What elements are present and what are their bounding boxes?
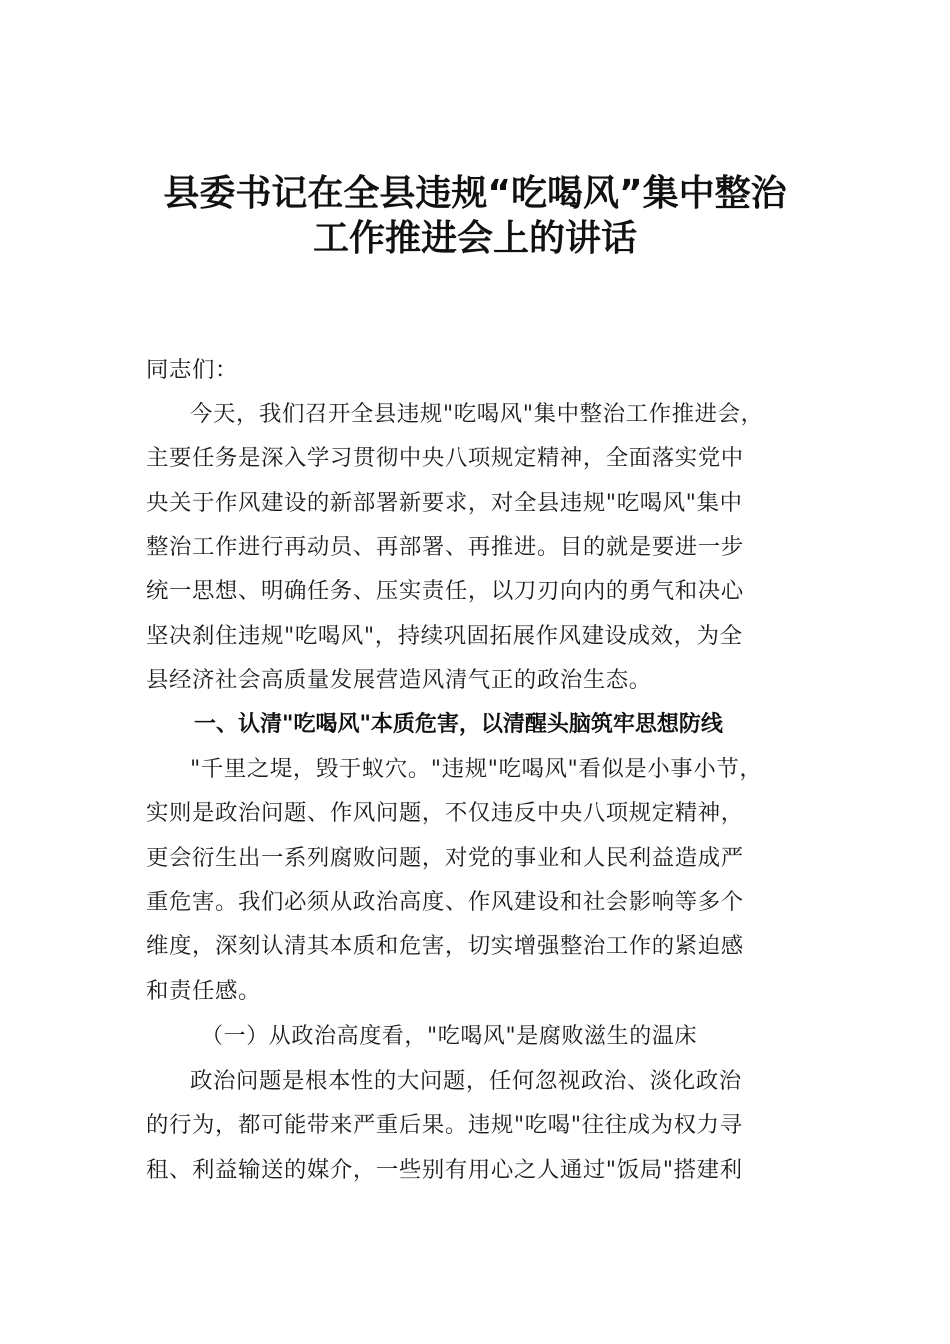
salutation: 同志们： (146, 357, 238, 383)
paragraph-line: 坚决刹住违规"吃喝风"，持续巩固拓展作风建设成效，为全 (146, 623, 743, 649)
document-title-line-1: 县委书记在全县违规“吃喝风”集中整治 (163, 173, 787, 214)
paragraph-line: 实则是政治问题、作风问题，不仅违反中央八项规定精神， (146, 800, 744, 826)
paragraph-line: 重危害。我们必须从政治高度、作风建设和社会影响等多个 (146, 889, 744, 915)
paragraph-line: 租、利益输送的媒介，一些别有用心之人通过"饭局"搭建利 (146, 1157, 743, 1183)
section-heading: 一、认清"吃喝风"本质危害，以清醒头脑筑牢思想防线 (194, 712, 723, 737)
paragraph-line: "千里之堤，毁于蚁穴。"违规"吃喝风"看似是小事小节， (190, 756, 763, 782)
paragraph-line: 的行为，都可能带来严重后果。违规"吃喝"往往成为权力寻 (146, 1112, 743, 1138)
paragraph-line: 和责任感。 (146, 978, 261, 1004)
document-title-line-2: 工作推进会上的讲话 (312, 218, 637, 259)
paragraph-line: 县经济社会高质量发展营造风清气正的政治生态。 (146, 667, 652, 693)
paragraph-line: 更会衍生出一系列腐败问题，对党的事业和人民利益造成严 (146, 845, 744, 871)
paragraph-line: 政治问题是根本性的大问题，任何忽视政治、淡化政治 (190, 1068, 742, 1094)
subsection-heading: （一）从政治高度看，"吃喝风"是腐败滋生的温床 (201, 1024, 698, 1049)
paragraph-line: 今天，我们召开全县违规"吃喝风"集中整治工作推进会， (190, 401, 764, 427)
paragraph-line: 央关于作风建设的新部署新要求，对全县违规"吃喝风"集中 (146, 490, 743, 516)
paragraph-line: 维度，深刻认清其本质和危害，切实增强整治工作的紧迫感 (146, 933, 744, 959)
paragraph-line: 整治工作进行再动员、再部署、再推进。目的就是要进一步 (146, 534, 744, 560)
paragraph-line: 统一思想、明确任务、压实责任，以刀刃向内的勇气和决心 (146, 578, 744, 604)
paragraph-line: 主要任务是深入学习贯彻中央八项规定精神，全面落实党中 (146, 445, 744, 471)
